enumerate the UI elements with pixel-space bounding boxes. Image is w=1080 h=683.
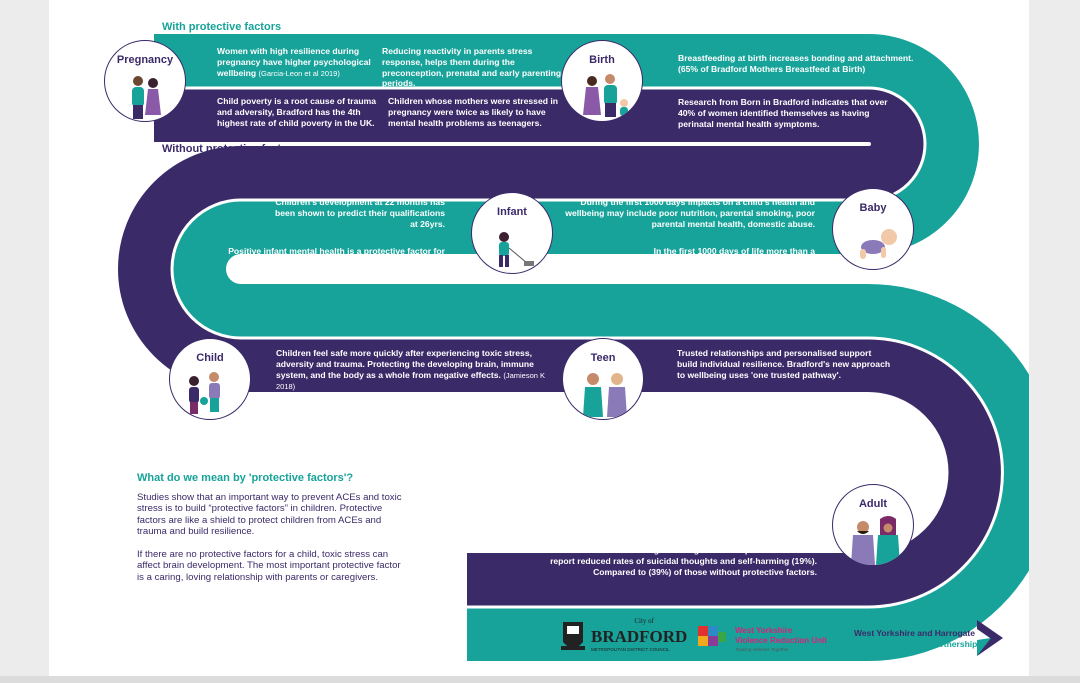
stage-pregnancy [104,40,186,122]
wyh-line-2: Health and Care Partnership [863,639,978,649]
fact-first-1000-days-impacts: During the first 1000 days impacts on a child's health and wellbeing may include poor nutrition, parental smoking, poor parental mental health, domestic abuse. [565,197,815,229]
bradford-city-of: City of [634,617,654,625]
fact-infant-mental-health: Positive infant mental health is a protective factor for adversity and trauma. In Bradford 100% of our workforce are offered specialist training. [228,246,445,278]
fact-million-connections: In the first 1000 days of life more than a million connections are formed every second in a baby's brain. [653,246,815,278]
protective-factors-paragraph-1: Studies show that an important way to prevent ACEs and toxic stress is to build “protective factors” in children. Protective factors are like a shield to protect children from ACEs and trauma and build resilience. [137,492,402,538]
fact-feel-safe: Children feel safe more quickly after experiencing toxic stress, adversity and trauma. Protecting the developing brain, immune system, and the body as a whole from negative effects. (Jamieson K 2018) [276,348,546,392]
without-protective-heading: Without protective factors [162,143,299,155]
fact-adult-protective: Adults who acknowledged having childhood protective factors report reduced rates of suicidal thoughts and self-harming (19%). Compared to (39%) of those without protective factors. [550,545,817,577]
chevron-logo-icon [977,620,1003,656]
infographic-poster [49,0,1029,683]
fact-stressed-mothers: Children whose mothers were stressed in pregnancy were twice as likely to have mental health problems as teenagers. [388,96,559,128]
stage-baby [832,188,914,270]
fact-absent-school: 18% of school age young people are reported to be persistently absent from school, impacting on educational attainment and future opportunities. [677,396,886,428]
with-protective-heading: With protective factors [162,21,282,33]
logo-strip [559,616,1009,666]
wyh-line-1: West Yorkshire and Harrogate [854,628,975,638]
fact-development-22-months: Children's development at 22 months has been shown to predict their qualifications at 26yrs. [275,197,445,229]
protective-factors-title: What do we mean by 'protective factors'? [137,472,354,484]
wyvru-line-2: Violence Reduction Unit [735,636,827,645]
wyvru-tagline: Tackling Violence Together [735,647,789,652]
stage-label: Birth [589,54,615,66]
fact-four-aces: Children with 4 or more ACEs are twice as likely to be overweight or obese [276,396,385,428]
walking-infant-icon [472,193,553,274]
stage-label: Child [196,352,224,364]
children-playing-icon [170,339,251,420]
bradford-crest-icon [561,622,585,650]
fact-reduce-reactivity: Reducing reactivity in parents stress response, helps them during the preconception, prenatal and early parenting periods. [382,46,562,89]
bradford-name: BRADFORD [591,627,688,646]
stage-adult [832,484,914,566]
jigsaw-icon [698,626,726,646]
stage-birth [561,40,643,122]
protective-factors-paragraph-2: If there are no protective factors for a child, toxic stress can affect brain development. The most important protective factor is a caring, loving relationship with parents or caregivers. [137,549,401,583]
wyvru-line-1: West Yorkshire [735,626,793,635]
parents-illustration-icon [105,41,186,122]
stage-label: Baby [859,202,887,214]
stage-label: Infant [497,206,527,218]
stage-label: Teen [590,352,616,364]
family-with-newborn-icon [562,41,643,122]
stage-label: Pregnancy [116,54,174,66]
adults-icon [833,485,914,566]
fact-breastfeeding: Breastfeeding at birth increases bonding and attachment. (65% of Bradford Mothers Breastfeed at Birth) [678,53,914,74]
partner-logos [559,616,1009,666]
fact-adult-health: Individuals who experience trauma, adversity and toxic stress are more likely to have poor physical health e.g. adults are 2.2 times as likely to have ischemic heart disease. [570,494,817,526]
fact-trusted-relationships: Trusted relationships and personalised support build individual resilience. Bradford's new approach to wellbeing uses 'one trusted pathway'. [677,348,891,380]
stage-teen [562,338,644,420]
stage-label: Adult [858,498,888,510]
crawling-baby-icon [833,189,914,270]
stage-infant [471,192,553,274]
fact-child-poverty: Child poverty is a root cause of trauma and adversity, Bradford has the 4th highest rate of child poverty in the UK. [217,96,377,128]
fact-learning-problems: and are more likely to have learning or behaviour problems compared with children with no ACES. [399,396,546,428]
stage-child [169,338,251,420]
bradford-council: METROPOLITAN DISTRICT COUNCIL [591,647,670,652]
fact-pregnancy-resilience: Women with high resilience during pregnancy have higher psychological wellbeing (Garcia-Leon et al 2019) [217,46,371,78]
teenagers-icon [563,339,644,420]
fact-born-in-bradford: Research from Born in Bradford indicates that over 40% of women identified themselves as having perinatal mental health symptoms. [678,97,888,129]
page-bottom-edge [0,676,1080,683]
